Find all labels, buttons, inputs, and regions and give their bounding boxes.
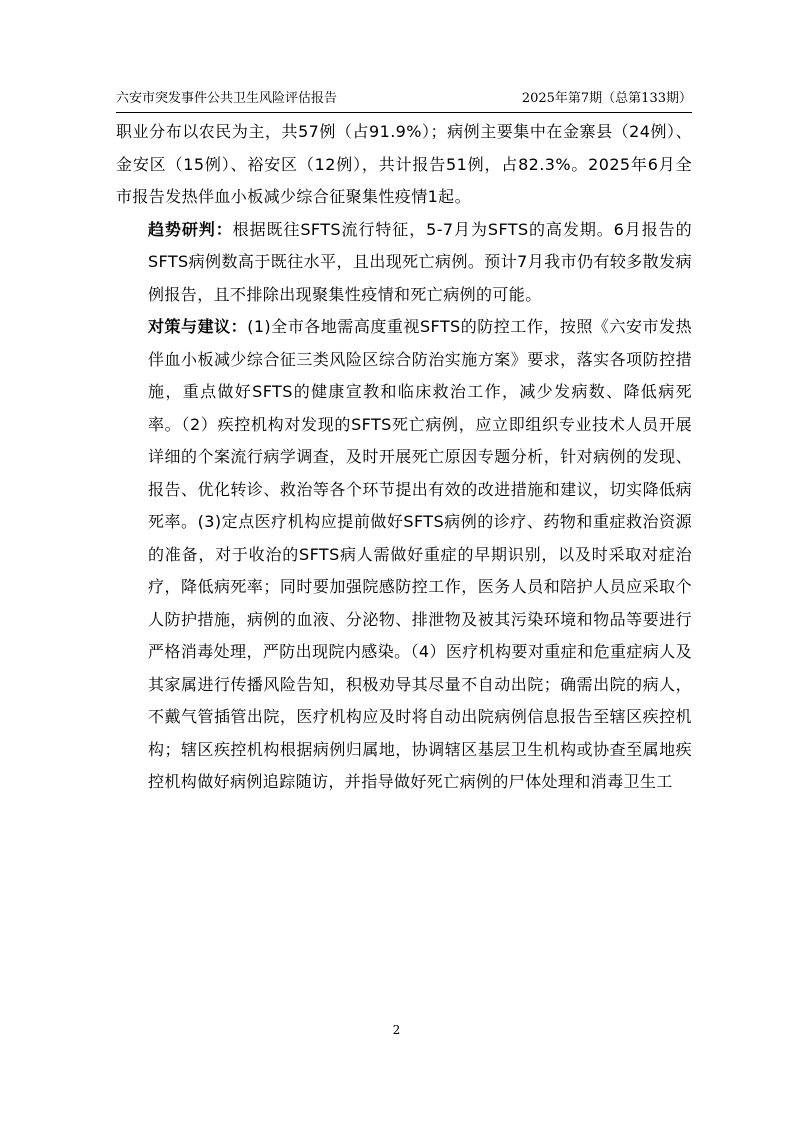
page-number: 2 xyxy=(392,1023,401,1037)
paragraph-trend-assessment xyxy=(116,214,692,312)
report-series-title: 六安市突发事件公共卫生风险评估报告 xyxy=(116,91,338,106)
trend-assessment-text: 根据既往SFTS流行特征，5-7月为SFTS的高发期。6月报告的SFTS病例数高于既往水平，且出现死亡病例。预计7月我市仍有较多散发病例报告，且不排除出现聚集性疫情和死亡病例的可能。 xyxy=(148,219,692,304)
header-rule xyxy=(116,112,692,113)
running-header xyxy=(116,88,692,110)
recommendations-heading: 对策与建议： xyxy=(148,317,248,336)
trend-assessment-heading: 趋势研判： xyxy=(148,219,233,239)
paragraph-case-distribution xyxy=(116,116,692,214)
recommendations-text: (1)全市各地需高度重视SFTS的防控工作，按照《六安市发热伴血小板减少综合征三类风险区综合防治实施方案》要求，落实各项防控措施，重点做好SFTS的健康宣教和临床救治工作，减少发病数、降低病死率。（2）疾控机构对发现的SFTS死亡病例，应立即组织专业技术人员开展详细的个案流行病学调查，及时开展死亡原因专题分析，针对病例的发现、报告、优化转诊、救治等各个环节提出有效的改进措施和建议，切实降低病死率。(3)定点医疗机构应提前做好SFTS病例的诊疗、药物和重症救治资源的准备，对于收治的SFTS病人需做好重症的早期识别，以及时采取对症治疗，降低病死率；同时要加强院感防控工作，医务人员和陪护人员应采取个人防护措施，病例的血液、分泌物、排泄物及被其污染环境和物品等要进行严格消毒处理，严防出现院内感染。（4）医疗机构要对重症和危重症病人及其家属进行传播风险告知，积极劝导其尽量不自动出院；确需出院的病人，不戴气管插管出院，医疗机构应及时将自动出院病例信息报告至辖区疾控机构；辖区疾控机构根据病例归属地，协调辖区基层卫生机构或协查至属地疾控机构做好病例追踪随访，并指导做好死亡病例的尸体处理和消毒卫生工 xyxy=(148,317,692,791)
issue-number: 2025年第7期（总第133期） xyxy=(521,91,692,106)
paragraph-recommendations xyxy=(116,311,692,799)
document-body xyxy=(116,116,692,799)
case-distribution-text: 职业分布以农民为主，共57例（占91.9%）；病例主要集中在金寨县（24例）、金安区（15例）、裕安区（12例），共计报告51例，占82.3%。2025年6月全市报告发热伴血小板减少综合征聚集性疫情1起。 xyxy=(116,122,692,206)
